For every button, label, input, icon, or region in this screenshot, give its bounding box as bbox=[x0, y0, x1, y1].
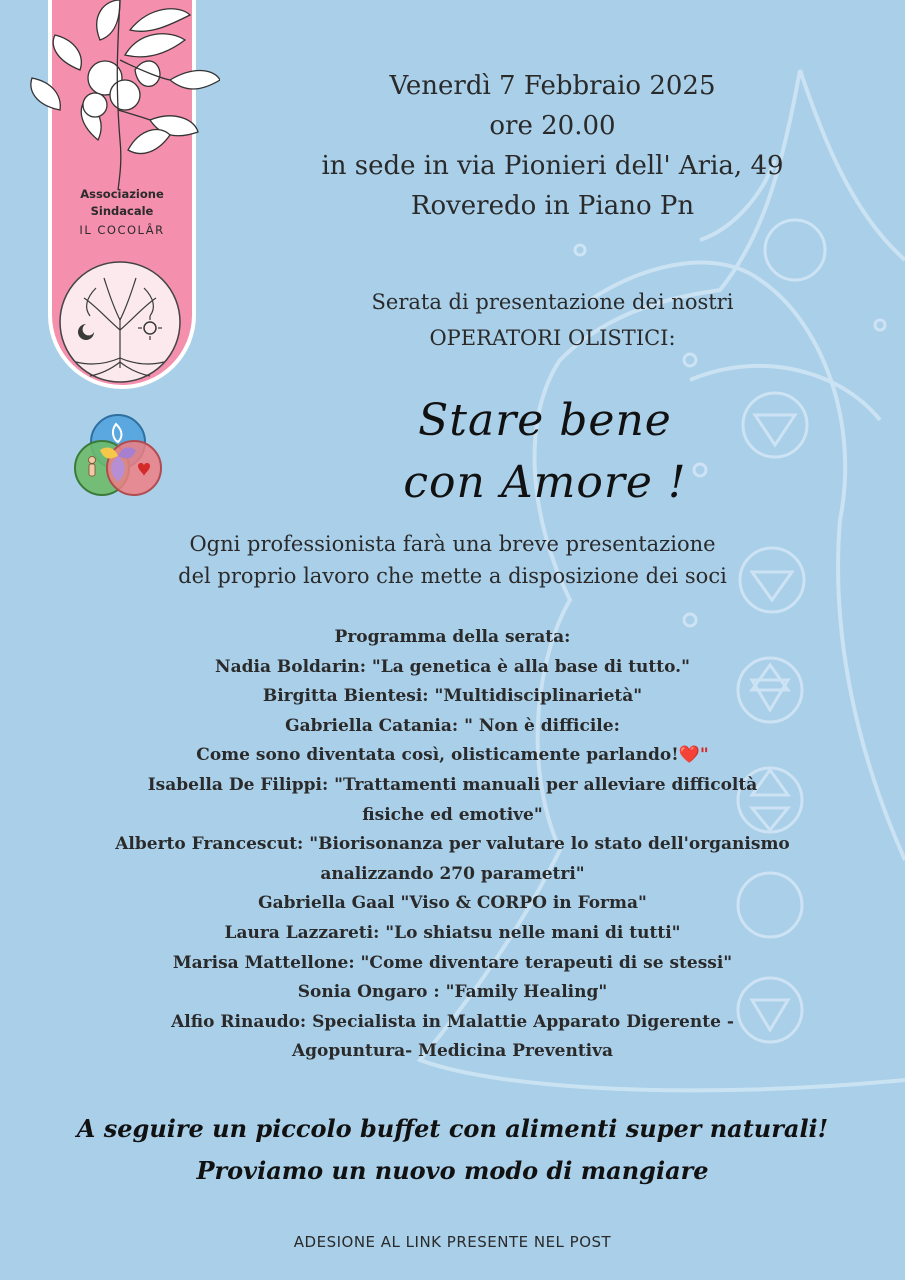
event-details bbox=[300, 66, 805, 226]
title-line1: Stare bene bbox=[418, 395, 672, 446]
program-line: Sonia Ongaro : "Family Healing" bbox=[297, 982, 608, 1003]
assoc-line2: Sindacale bbox=[90, 204, 154, 218]
program-line: analizzando 270 parametri" bbox=[320, 863, 585, 884]
program-line: Gabriella Catania: " Non è difficile: bbox=[285, 715, 620, 736]
subtitle-line1: Serata di presentazione dei nostri bbox=[371, 290, 734, 314]
title-line2: con Amore ! bbox=[403, 457, 687, 508]
program-line-with-heart bbox=[40, 741, 865, 771]
event-date: Venerdì 7 Febbraio 2025 bbox=[389, 71, 716, 101]
program-line: fisiche ed emotive" bbox=[362, 804, 543, 825]
heart-icon: ❤️" bbox=[678, 745, 709, 766]
assoc-title: IL COCOLÂR bbox=[79, 223, 165, 237]
program-line: Nadia Boldarin: "La genetica è alla base di tutto." bbox=[215, 656, 690, 677]
buffet-line2: Proviamo un nuovo modo di mangiare bbox=[196, 1156, 709, 1185]
program-line: Alberto Francescut: "Biorisonanza per valutare lo stato dell'organismo bbox=[115, 834, 790, 855]
program-line: Agopuntura- Medicina Preventiva bbox=[291, 1041, 614, 1062]
event-title bbox=[360, 390, 730, 514]
program-line: Isabella De Filippi: "Trattamenti manuali per alleviare difficoltà bbox=[147, 774, 758, 795]
intro-line2: del proprio lavoro che mette a disposizione dei soci bbox=[178, 564, 727, 588]
intro-line1: Ogni professionista farà una breve presentazione bbox=[189, 532, 716, 556]
leaves-illustration bbox=[20, 0, 220, 190]
holistic-venn-icon bbox=[72, 410, 164, 502]
program-list bbox=[40, 623, 865, 1067]
program-heading: Programma della serata: bbox=[334, 627, 571, 647]
event-venue: in sede in via Pionieri dell' Aria, 49 bbox=[321, 151, 784, 181]
signup-note: ADESIONE AL LINK PRESENTE NEL POST bbox=[293, 1233, 612, 1251]
subtitle-line2: OPERATORI OLISTICI: bbox=[429, 326, 676, 350]
program-line: Gabriella Gaal "Viso & CORPO in Forma" bbox=[258, 893, 647, 914]
buffet-line1: A seguire un piccolo buffet con alimenti super naturali! bbox=[76, 1114, 829, 1143]
buffet-note bbox=[10, 1108, 895, 1192]
intro-text bbox=[60, 528, 845, 592]
association-name bbox=[52, 186, 192, 237]
program-line: Laura Lazzareti: "Lo shiatsu nelle mani di tutti" bbox=[224, 922, 681, 943]
event-city: Roveredo in Piano Pn bbox=[410, 191, 695, 221]
event-subtitle bbox=[300, 284, 805, 356]
assoc-line1: Associazione bbox=[80, 187, 164, 201]
program-line: Alfio Rinaudo: Specialista in Malattie Apparato Digerente - bbox=[171, 1011, 734, 1032]
program-line: Birgitta Bientesi: "Multidisciplinarietà" bbox=[262, 686, 643, 707]
program-line-text: Come sono diventata così, olisticamente parlando! bbox=[196, 745, 679, 766]
program-line: Marisa Mattellone: "Come diventare terapeuti di se stessi" bbox=[172, 952, 733, 973]
event-time: ore 20.00 bbox=[489, 111, 616, 141]
tree-of-life-icon bbox=[56, 258, 184, 386]
